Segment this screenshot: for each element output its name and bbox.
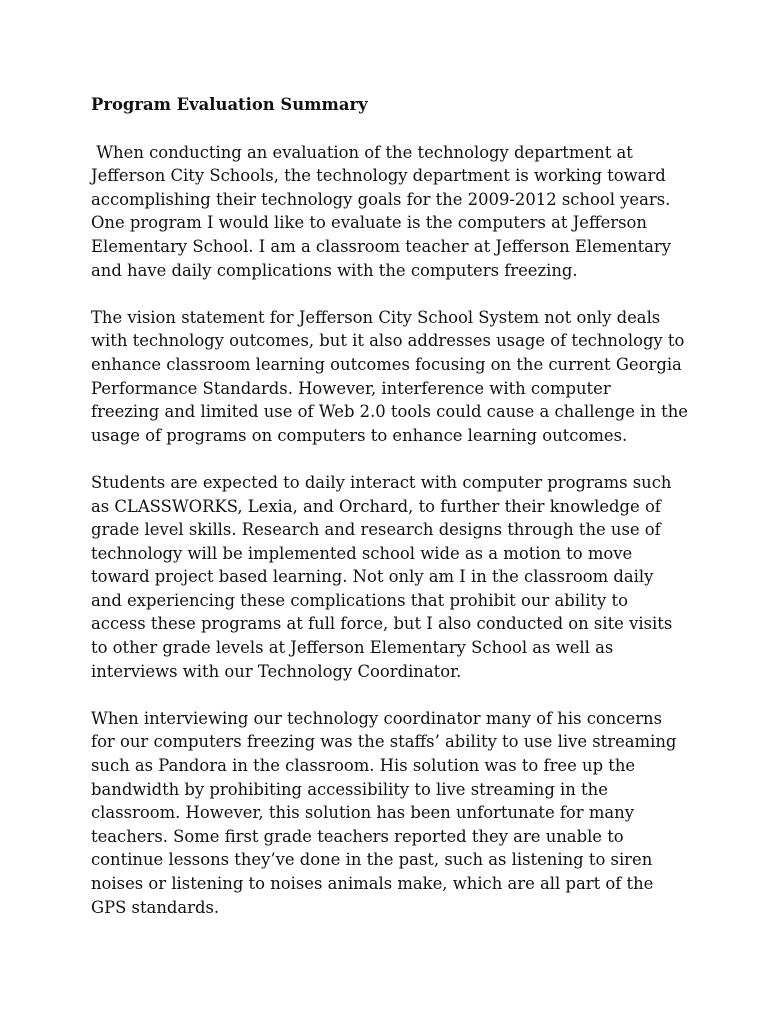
text-line: Elementary School. I am a classroom teacher at Jefferson Elementary [91, 236, 672, 256]
text-line: access these programs at full force, but I also conducted on site visits [91, 614, 673, 634]
text-line: usage of programs on computers to enhance learning outcomes. [91, 425, 628, 445]
paragraph-2 [91, 306, 691, 448]
text-line: The vision statement for Jefferson City School System not only deals [91, 307, 661, 327]
text-line: with technology outcomes, but it also addresses usage of technology to [91, 331, 685, 351]
text-line: as CLASSWORKS, Lexia, and Orchard, to further their knowledge of [91, 496, 661, 516]
text-line: classroom. However, this solution has been unfortunate for many [91, 803, 634, 823]
text-line: One program I would like to evaluate is the computers at Jefferson [91, 213, 647, 233]
text-line: toward project based learning. Not only am I in the classroom daily [91, 567, 654, 587]
document-title: Program Evaluation Summary [91, 95, 368, 114]
text-line: teachers. Some first grade teachers reported they are unable to [91, 826, 624, 846]
text-line: bandwidth by prohibiting accessibility to live streaming in the [91, 779, 608, 799]
text-line: interviews with our Technology Coordinator. [91, 661, 462, 681]
paragraph-3 [91, 471, 691, 683]
paragraph-4 [91, 707, 691, 919]
text-line: GPS standards. [91, 897, 220, 917]
text-line: such as Pandora in the classroom. His solution was to free up the [91, 756, 636, 776]
text-line: grade level skills. Research and research designs through the use of [91, 520, 661, 540]
text-line: and have daily complications with the computers freezing. [91, 260, 578, 280]
text-line: freezing and limited use of Web 2.0 tools could cause a challenge in the [91, 402, 688, 422]
text-line: accomplishing their technology goals for the 2009-2012 school years. [91, 189, 671, 209]
text-line: for our computers freezing was the staffs’ ability to use live streaming [91, 732, 677, 752]
text-line: technology will be implemented school wide as a motion to move [91, 543, 633, 563]
text-line: to other grade levels at Jefferson Elementary School as well as [91, 638, 614, 658]
text-line: Students are expected to daily interact with computer programs such [91, 472, 672, 492]
text-line: When conducting an evaluation of the technology department at [91, 142, 633, 162]
text-line: continue lessons they’ve done in the past, such as listening to siren [91, 850, 653, 870]
document-body [91, 93, 691, 943]
text-line: enhance classroom learning outcomes focusing on the current Georgia [91, 354, 682, 374]
paragraph-1 [91, 141, 691, 283]
text-line: Jefferson City Schools, the technology department is working toward [91, 166, 666, 186]
text-line: noises or listening to noises animals make, which are all part of the [91, 874, 654, 893]
text-line: Performance Standards. However, interference with computer [91, 378, 611, 398]
text-line: and experiencing these complications that prohibit our ability to [91, 590, 628, 610]
text-line: When interviewing our technology coordinator many of his concerns [91, 708, 663, 728]
